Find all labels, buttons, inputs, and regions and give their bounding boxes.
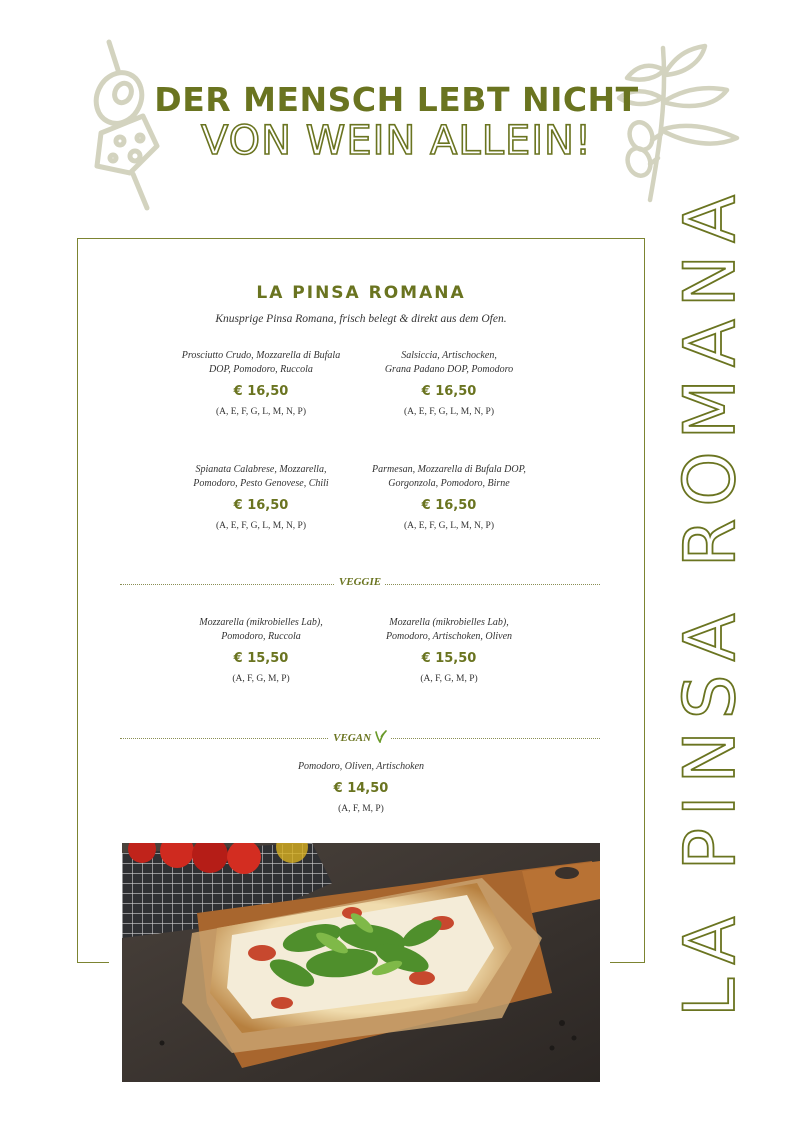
item-description-line-1: Pomodoro, Oliven, Artischoken [297,761,425,772]
item-description-line-2: Pomodoro, Ruccola [221,631,301,642]
item-description-line-2: Grana Padano DOP, Pomodoro [384,364,514,375]
item-allergens: (A, E, F, G, L, M, N, P) [215,521,307,531]
item-description-line-1: Salsiccia, Artischocken, [401,350,497,361]
item-allergens: (A, E, F, G, L, M, N, P) [215,407,307,417]
menu-item [156,349,366,417]
item-allergens: (A, F, M, P) [338,804,384,814]
menu-item [156,616,366,684]
item-description-line-1: Prosciutto Crudo, Mozzarella di Bufala [181,350,341,361]
frame-bottom-left-edge [77,962,109,963]
veggie-divider [120,576,600,592]
item-allergens: (A, E, F, G, L, M, N, P) [403,521,495,531]
frame-bottom-right-edge [610,962,645,963]
menu-item [344,349,554,417]
veggie-label: VEGGIE [335,576,385,588]
item-price: € 15,50 [233,651,289,666]
item-allergens: (A, E, F, G, L, M, N, P) [403,407,495,417]
item-price: € 14,50 [333,781,389,796]
side-title: LA PINSA ROMANA [669,182,751,1018]
pinsa-photo [122,843,600,1082]
headline-line-2: VON WEIN ALLEIN! [201,118,592,164]
headline-line-1: DER MENSCH LEBT NICHT [154,80,639,119]
leaf-icon [374,730,387,743]
section-title: LA PINSA ROMANA [256,283,466,303]
item-description-line-2: DOP, Pomodoro, Ruccola [209,364,313,375]
item-description-line-1: Mozarella (mikrobielles Lab), [389,617,509,628]
item-description-line-2: Pomodoro, Pesto Genovese, Chili [193,478,329,489]
item-price: € 16,50 [421,498,477,513]
item-price: € 16,50 [421,384,477,399]
section-subtitle: Knusprige Pinsa Romana, frisch belegt & direkt aus dem Ofen. [215,313,507,325]
item-description-line-1: Parmesan, Mozzarella di Bufala DOP, [372,464,526,475]
item-allergens: (A, F, G, M, P) [420,674,478,684]
menu-item [344,616,554,684]
item-description-line-1: Spianata Calabrese, Mozzarella, [195,464,327,475]
item-description-line-2: Pomodoro, Artischoken, Oliven [385,631,513,642]
item-allergens: (A, F, G, M, P) [232,674,290,684]
item-price: € 16,50 [233,498,289,513]
vegan-label-wrap [329,732,391,744]
item-price: € 16,50 [233,384,289,399]
item-description-line-2: Gorgonzola, Pomodoro, Birne [388,478,510,489]
item-description-line-1: Mozzarella (mikrobielles Lab), [199,617,323,628]
vegan-label: VEGAN [333,732,372,744]
menu-item [156,463,366,531]
menu-item [256,760,466,814]
menu-item [344,463,554,531]
vegan-divider [120,730,600,746]
item-price: € 15,50 [421,651,477,666]
